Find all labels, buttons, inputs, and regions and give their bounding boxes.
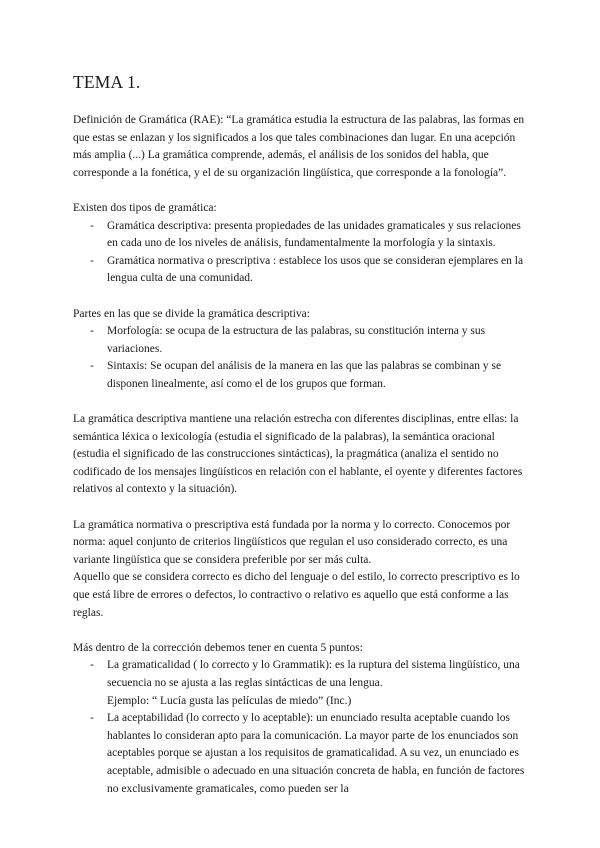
paragraph-rae-definition: Definición de Gramática (RAE): “La gramática estudia la estructura de las palabras, las formas en que estas se enlazan y los significados a los que tales combinaciones dan lugar. En una acepción más amplia (...) La gramática comprende, además, el análisis de los sonidos del habla, que corresponde a la fonética, y el de su organización lingüística, que corresponde a la fonología”. [73, 114, 525, 179]
list-item: - Morfología: se ocupa de la estructura de las palabras, su constitución interna y sus variaciones. [73, 323, 533, 358]
paragraph-parts-intro: Partes en las que se divide la gramática descriptiva: [73, 307, 310, 320]
paragraph-correction-intro: Más dentro de la corrección debemos tener en cuenta 5 puntos: [73, 641, 363, 654]
list-item: - Gramática descriptiva: presenta propiedades de las unidades gramaticales y sus relaciones en cada uno de los niveles de análisis, fundamentalmente la morfología y la sintaxis. [73, 218, 533, 253]
page-title: TEMA 1. [73, 72, 141, 92]
list-item: - Gramática normativa o prescriptiva : establece los usos que se consideran ejemplares en la lengua culta de una comunidad. [73, 253, 533, 288]
list-grammar-types [73, 218, 533, 288]
paragraph-types-intro: Existen dos tipos de gramática: [73, 201, 217, 214]
list-item-text: La gramaticalidad ( lo correcto y lo Grammatik): es la ruptura del sistema lingüístico, una secuencia no se ajusta a las reglas sintácticas de una lengua. [107, 659, 520, 689]
list-item [73, 657, 533, 710]
list-descriptive-parts [73, 323, 533, 393]
paragraph-disciplines: La gramática descriptiva mantiene una relación estrecha con diferentes disciplinas, entre ellas: la semántica léxica o lexicología (estudia el significado de la palabras), la semántica oracional (estudia el significado de las construcciones sintácticas), la pragmática (analiza el sentido no codificado de los mensajes lingüísticos en relación con el hablante, el oyente y diferentes factores relativos al contexto y la situación). [73, 413, 523, 496]
document-body [73, 112, 533, 798]
list-item-example: Ejemplo: “ Lucía gusta las películas de miedo” (Inc.) [107, 694, 352, 707]
list-item: - Sintaxis: Se ocupan del análisis de la manera en las que las palabras se combinan y se disponen linealmente, así como el de los grupos que forman. [73, 358, 533, 393]
paragraph-correct: Aquello que se considera correcto es dicho del lenguaje o del estilo, lo correcto prescriptivo es lo que está libre de errores o defectos, lo contractivo o relativo es aquello que está conforme a las reglas. [73, 571, 520, 619]
list-item: - La aceptabilidad (lo correcto y lo aceptable): un enunciado resulta aceptable cuando los hablantes lo consideran apto para la comunicación. La mayor parte de los enunciados son aceptables porque se ajustan a los requisitos de gramaticalidad. A su vez, un enunciado es aceptable, admisible o adecuado en una situación concreta de habla, en función de factores no exclusivamente gramaticales, como pueden ser la [73, 710, 533, 798]
list-correction-points [73, 657, 533, 798]
paragraph-normative: La gramática normativa o prescriptiva está fundada por la norma y lo correcto. Conocemos por norma: aquel conjunto de criterios lingüísticos que regulan el uso considerado correcto, es una variante lingüística que se considera preferible por ser más culta. [73, 518, 511, 566]
